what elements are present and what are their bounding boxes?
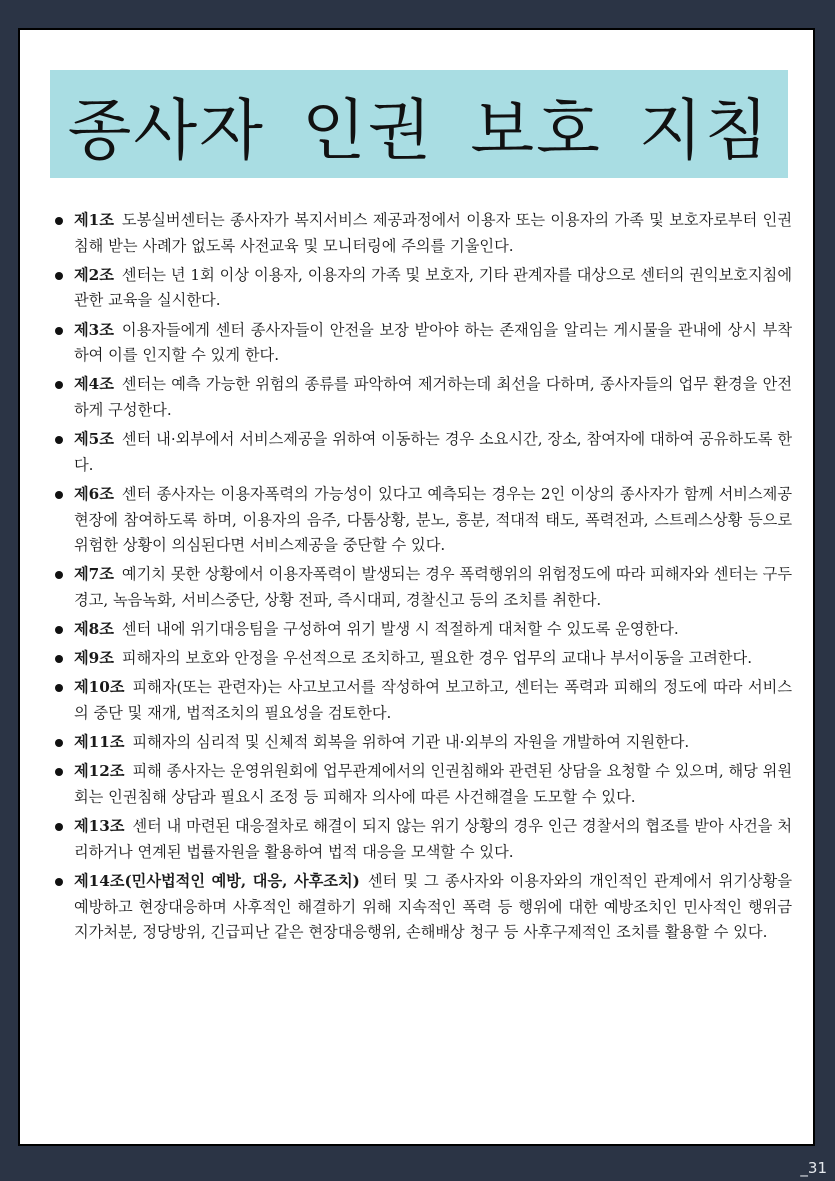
article-text: 센터는 예측 가능한 위험의 종류를 파악하여 제거하는데 최선을 다하며, 종사자들의 업무 환경을 안전하게 구성한다. <box>74 375 792 419</box>
article-number: 제10조 <box>74 678 125 697</box>
article-text: 도봉실버센터는 종사자가 복지서비스 제공과정에서 이용자 또는 이용자의 가족 및 보호자로부터 인권침해 받는 사례가 없도록 사전교육 및 모니터링에 주의를 기울인다. <box>74 211 792 255</box>
bullet-icon <box>55 684 63 692</box>
bullet-icon <box>55 768 63 776</box>
article-item <box>50 730 792 756</box>
article-number: 제5조 <box>74 430 114 449</box>
bullet-icon <box>55 626 63 634</box>
article-number: 제11조 <box>74 733 125 752</box>
bullet-icon <box>55 436 63 444</box>
article-list <box>50 208 792 949</box>
article-text: 피해 종사자는 운영위원회에 업무관계에서의 인권침해와 관련된 상담을 요청할 수 있으며, 해당 위원회는 인권침해 상담과 필요시 조정 등 피해자 의사에 따른 사건해결을 도모할 수 있다. <box>74 762 792 806</box>
article-number: 제13조 <box>74 817 125 836</box>
bullet-icon <box>55 878 63 886</box>
article-item <box>50 646 792 672</box>
article-item <box>50 427 792 478</box>
article-text: 센터 종사자는 이용자폭력의 가능성이 있다고 예측되는 경우는 2인 이상의 종사자가 함께 서비스제공 현장에 참여하도록 하며, 이용자의 음주, 다툼상황, 분노, 흥분, 적대적 태도, 폭력전과, 스트레스상황 등으로 위험한 상황이 의심된다면 서비스제공을 중단할 수 있다. <box>74 484 792 555</box>
bullet-icon <box>55 739 63 747</box>
bullet-icon <box>55 823 63 831</box>
article-item <box>50 869 792 946</box>
bullet-icon <box>55 571 63 579</box>
article-item <box>50 759 792 810</box>
article-text: 센터 내에 위기대응팀을 구성하여 위기 발생 시 적절하게 대처할 수 있도록 운영한다. <box>121 620 679 639</box>
article-text: 센터 내·외부에서 서비스제공을 위하여 이동하는 경우 소요시간, 장소, 참여자에 대하여 공유하도록 한다. <box>74 430 792 474</box>
article-item <box>50 263 792 314</box>
article-item <box>50 814 792 865</box>
article-item <box>50 372 792 423</box>
page-number: _31 <box>800 1159 827 1177</box>
article-number: 제4조 <box>74 375 114 394</box>
article-number: 제9조 <box>74 649 114 668</box>
bullet-icon <box>55 491 63 499</box>
article-text: 센터 내 마련된 대응절차로 해결이 되지 않는 위기 상황의 경우 인근 경찰서의 협조를 받아 사건을 처리하거나 연계된 법률자원을 활용하여 법적 대응을 모색할 수 있다. <box>74 817 792 861</box>
bullet-icon <box>55 327 63 335</box>
article-text: 이용자들에게 센터 종사자들이 안전을 보장 받아야 하는 존재임을 알리는 게시물을 관내에 상시 부착하여 이를 인지할 수 있게 한다. <box>74 320 792 365</box>
article-number: 제1조 <box>74 211 114 229</box>
article-text: 센터 및 그 종사자와 이용자와의 개인적인 관계에서 위기상황을 예방하고 현장대응하며 사후적인 해결하기 위해 지속적인 폭력 등 행위에 대한 예방조치인 민사적인 행위금지가처분, 정당방위, 긴급피난 같은 현장대응행위, 손해배상 청구 등 사후구제적인 조치를 활용할 수 있다. <box>74 871 793 942</box>
article-item <box>50 208 792 259</box>
article-text: 피해자의 보호와 안정을 우선적으로 조치하고, 필요한 경우 업무의 교대나 부서이동을 고려한다. <box>121 649 753 668</box>
article-number: 제2조 <box>74 265 114 284</box>
article-item <box>50 318 792 369</box>
document-page <box>18 28 815 1146</box>
article-item <box>50 617 792 643</box>
bullet-icon <box>55 272 63 280</box>
article-text: 예기치 못한 상황에서 이용자폭력이 발생되는 경우 폭력행위의 위험정도에 따라 피해자와 센터는 구두경고, 녹음녹화, 서비스중단, 상황 전파, 즉시대피, 경찰신고 등의 조치를 취한다. <box>74 565 792 609</box>
article-item <box>50 482 792 559</box>
bullet-icon <box>55 655 63 663</box>
article-number: 제7조 <box>74 565 114 584</box>
bullet-icon <box>55 217 63 225</box>
article-number: 제3조 <box>74 320 114 339</box>
article-text: 피해자(또는 관련자)는 사고보고서를 작성하여 보고하고, 센터는 폭력과 피해의 정도에 따라 서비스의 중단 및 재개, 법적조치의 필요성을 검토한다. <box>74 678 792 723</box>
article-number: 제6조 <box>74 484 114 503</box>
article-item <box>50 675 792 726</box>
article-text: 피해자의 심리적 및 신체적 회복을 위하여 기관 내·외부의 자원을 개발하여 지원한다. <box>132 733 690 752</box>
bullet-icon <box>55 381 63 389</box>
article-number: 제8조 <box>74 620 114 639</box>
page-title: 종사자 인권 보호 지침 <box>67 91 771 169</box>
article-item <box>50 562 792 613</box>
article-text: 센터는 년 1회 이상 이용자, 이용자의 가족 및 보호자, 기타 관계자를 대상으로 센터의 권익보호지침에 관한 교육을 실시한다. <box>74 265 792 310</box>
title-banner <box>50 70 788 178</box>
article-number: 제12조 <box>74 762 125 781</box>
article-number: 제14조(민사법적인 예방, 대응, 사후조치) <box>74 871 360 890</box>
